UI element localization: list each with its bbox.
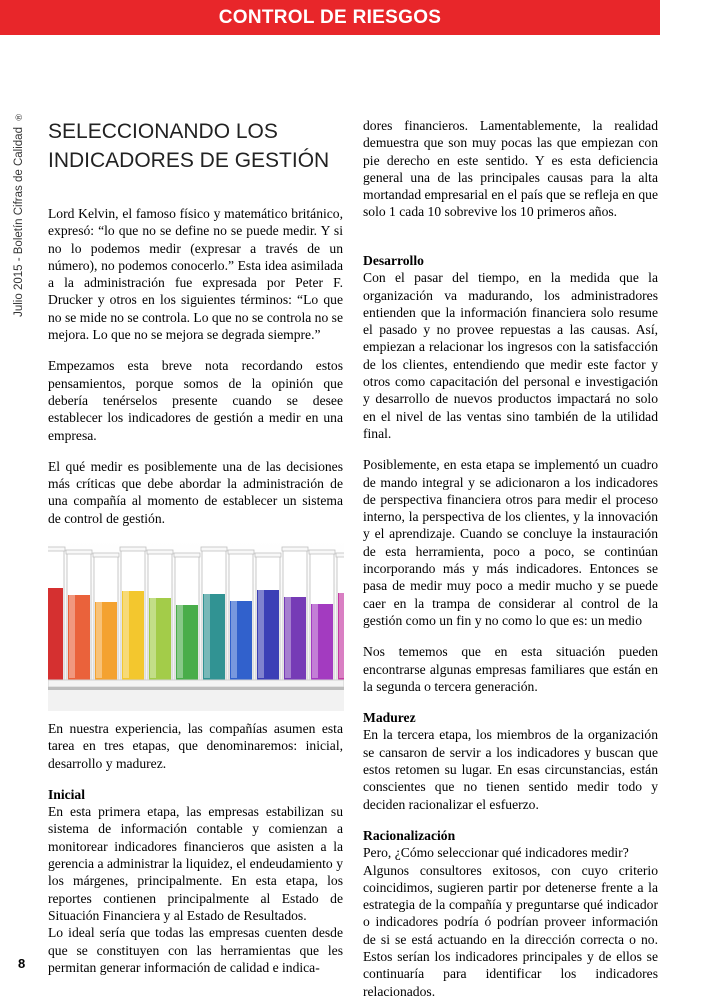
title-line-2: INDICADORES DE GESTIÓN	[48, 149, 330, 172]
test-tube-rim	[93, 553, 119, 557]
heading-inicial: Inicial	[48, 786, 86, 802]
running-head-text: Julio 2015 - Boletín Cifras de Calidad	[13, 127, 25, 317]
paragraph-inicial: En esta primera etapa, las empresas estabilizan su sistema de información contable y comienzan a monitorear indicadores financieros que asisten a la gerencia a administrar la liquidez, el endeudamiento y los márgenes, principalmente. En esta etapa, los reportes contienen principalmente al Estado de Situación Financiera y al Estado de Resultados.	[48, 804, 343, 923]
paragraph-madurez: En la tercera etapa, los miembros de la organización se cansaron de servir a los indicadores y buscan que estos retomen su lugar. En esas circunstancias, están conscientes que no tienen sentido medir todo y deciden racionalizar el esfuerzo.	[363, 727, 658, 812]
test-tube-rim	[282, 547, 308, 551]
glass-reflection	[177, 558, 183, 678]
glass-reflection	[339, 558, 344, 678]
glass-reflection	[96, 558, 102, 678]
test-tube-rim	[228, 550, 254, 554]
test-tube-rim	[336, 553, 344, 557]
paragraph-intro: Lord Kelvin, el famoso físico y matemático británico, expresó: “lo que no se define no se puede medir. Y si no lo podemos medir (expresar a través de un número), no podemos conocerlo.” Esta idea asimilada a la administración fue expresada por Peter F. Drucker y otros en los siguientes términos: “Lo que no se mide no se controla. Lo que no se controla no se mejora. Lo que no se mejora se degrada siempre.”	[48, 206, 343, 343]
paragraph-desarrollo: Con el pasar del tiempo, en la medida que la organización va madurando, los administradores entienden que la información financiera solo resume el pasado y no provee repuestas a las causas. Así, empiezan a relacionar los ingresos con la satisfacción de los clientes, entendiendo que medir este factor y otros como capacitación del personal e investigación y desarrollo de nuevos productos impactará no solo en el nivel de las ventas sino también de la utilidad final.	[363, 270, 658, 441]
paragraph-ideal	[48, 924, 343, 976]
test-tube-rim	[255, 553, 281, 557]
heading-madurez: Madurez	[363, 710, 416, 726]
glass-reflection	[258, 558, 264, 678]
paragraph-consultores: Algunos consultores exitosos, con cuyo criterio coincidimos, sugieren partir por detenerse frente a la estrategia de la compañía y preguntarse qué indicador o indicadores podría ó podrían proveer información de si se está actuando en la dirección correcta o no. Estos serían los indicadores principales y de ellos se continuaría para identificar los indicadores relacionados.	[363, 862, 658, 999]
paragraph-ideal-text: Lo ideal sería que todas las empresas cuenten desde que se constituyen con las herramientas que les permitan generar información de calidad e indica-	[48, 925, 343, 975]
test-tube-rim	[66, 550, 92, 554]
heading-racionalizacion: Racionalización	[363, 827, 456, 843]
test-tubes-photo	[48, 540, 344, 711]
running-head	[8, 114, 30, 329]
paragraph-cuadro-mando: Posiblemente, en esta etapa se implementó un cuadro de mando integral y se adicionaron a los indicadores de perspectiva financiera otros para medir el proceso interno, la perspectiva de los clientes, y la innovación y el aprendizaje. Cuando se concluye la instauración de esta herramienta, poco a poco, se continúan incorporando más y más indicadores. Entonces se pasa de medir muy poco a medir mucho y se puede caer en la trampa de considerar al control de la gestión como un fin y no como lo que es: un medio	[363, 457, 658, 628]
article-title	[48, 117, 348, 175]
continuation-block	[363, 117, 658, 238]
test-tube-rim	[120, 547, 146, 551]
left-column-top	[48, 205, 343, 541]
section-banner: CONTROL DE RIESGOS	[0, 0, 660, 35]
title-line-1: SELECCIONANDO LOS	[48, 120, 278, 143]
paragraph-stages: En nuestra experiencia, las compañías asumen esta tarea en tres etapas, que denominaremos: inicial, desarrollo y madurez.	[48, 721, 343, 771]
page-number: 8	[18, 956, 26, 971]
test-tube-rim	[48, 547, 65, 551]
glass-reflection	[312, 555, 318, 678]
paragraph-thoughts: Empezamos esta breve nota recordando estos pensamientos, porque somos de la opinión que debería tenérselos presente cuando se desee establecer los indicadores de gestión a medir en una empresa.	[48, 358, 343, 443]
glass-reflection	[204, 552, 210, 678]
heading-desarrollo: Desarrollo	[363, 253, 424, 268]
test-tube-rim	[309, 550, 335, 554]
glass-reflection	[150, 555, 156, 678]
glass-reflection	[69, 555, 75, 678]
test-tube-liquid	[48, 588, 63, 680]
glass-reflection	[123, 552, 129, 678]
glass-reflection	[285, 552, 291, 678]
right-column	[363, 117, 658, 1000]
glass-reflection	[231, 555, 237, 678]
test-tube-rim	[174, 553, 200, 557]
test-tube-rim	[147, 550, 173, 554]
paragraph-what-to-measure: El qué medir es posiblemente una de las decisiones más críticas que debe abordar la administración de una compañía al momento de establecer un sistema de control de gestión.	[48, 458, 343, 526]
registered-mark: ®	[14, 114, 24, 121]
test-tubes-illustration	[48, 540, 344, 711]
paragraph-empresas-familiares: Nos tememos que en esta situación pueden encontrarse algunas empresas familiares que están en la segunda o tercera generación.	[363, 644, 658, 694]
continuation-text: dores financieros. Lamentablemente, la realidad demuestra que son muy pocas las que empiezan con pie derecho en este sentido. Y es esta deficiencia general una de las principales causas para la alta mortandad empresarial en el país que se refleja en que solo 1 cada 10 sobrevive los 10 primeros años.	[363, 118, 658, 220]
paragraph-question: Pero, ¿Cómo seleccionar qué indicadores medir?	[363, 845, 629, 861]
left-column-bottom	[48, 720, 343, 976]
test-tube-rim	[201, 547, 227, 551]
